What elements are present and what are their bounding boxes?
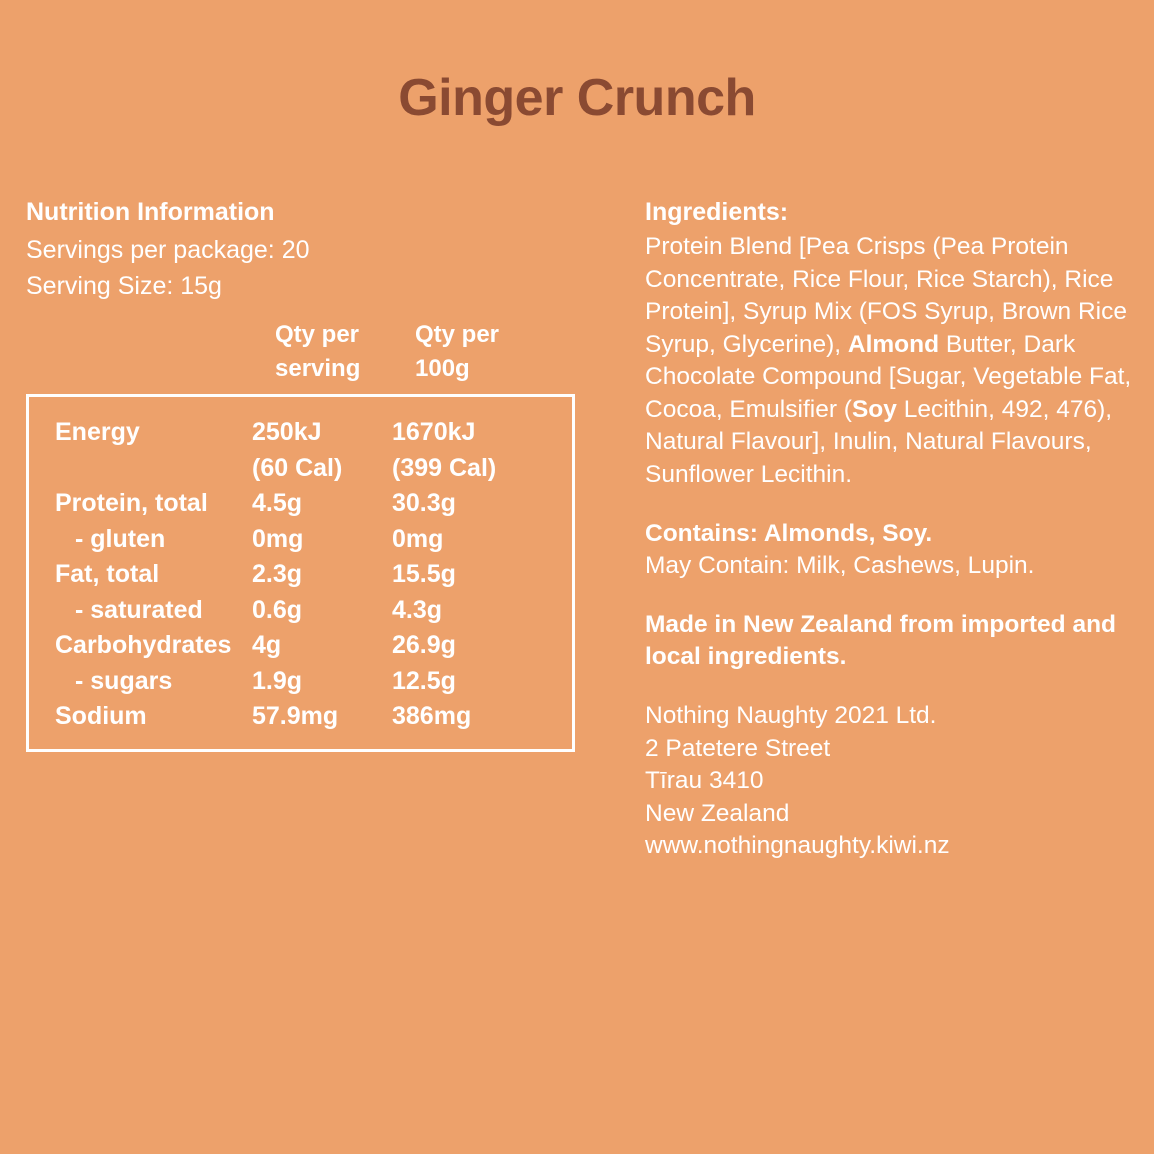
company-name: Nothing Naughty 2021 Ltd.: [645, 701, 937, 729]
nutrition-row-per-serving: 2.3g: [252, 560, 303, 588]
company-country: New Zealand: [645, 799, 790, 827]
nutrition-row-per-serving: 57.9mg: [252, 702, 339, 730]
nutrition-row-label: - saturated: [75, 595, 203, 624]
ingredients-part-1: Protein Blend [Pea Crisps (Pea Protein Concentrate, Rice Flour, Rice Starch), Rice Protein], Syrup Mix (FOS Syrup, Brown Rice Syrup, Glycerine),: [645, 233, 1127, 358]
nutrition-row-per-serving: 0.6g: [252, 595, 303, 624]
company-city: Tīrau 3410: [645, 767, 764, 795]
nutrition-column-headers: [26, 318, 586, 402]
serving-size: Serving Size: 15g: [26, 271, 222, 300]
nutrition-row: [29, 628, 572, 664]
nutrition-row: [29, 557, 572, 593]
ingredients-text: [645, 231, 1135, 492]
nutrition-row-per-serving: 1.9g: [252, 666, 303, 695]
nutrition-row-per-serving: 250kJ: [252, 418, 322, 446]
nutrition-row-label: Carbohydrates: [55, 631, 232, 659]
nutrition-row: [29, 664, 572, 700]
nutrition-row-label: Protein, total: [55, 489, 208, 517]
nutrition-heading: Nutrition Information: [26, 198, 275, 226]
nutrition-row: [29, 522, 572, 558]
nutrition-row: [29, 699, 572, 735]
nutrition-row-per-100g: 12.5g: [392, 666, 456, 695]
nutrition-row-per-serving: 4g: [252, 631, 282, 659]
spacer-2: [645, 583, 1135, 609]
allergen-almond: Almond: [847, 330, 940, 358]
nutrition-row-per-100g: 4.3g: [392, 595, 443, 624]
ingredients-section: [645, 198, 1135, 863]
nutrition-row-per-100g: 0mg: [392, 524, 444, 553]
column-header-per-100g: Qty per 100g: [415, 321, 500, 383]
nutrition-row-label: - sugars: [75, 666, 173, 695]
contains-allergens: Contains: Almonds, Soy.: [645, 519, 933, 547]
nutrition-row-per-100g: 386mg: [392, 702, 472, 730]
nutrition-row-label: Energy: [55, 418, 140, 446]
nutrition-row-per-100g: 30.3g: [392, 489, 456, 517]
nutrition-row-per-100g: 26.9g: [392, 631, 456, 659]
nutrition-row-per-serving: 0mg: [252, 524, 304, 553]
servings-per-package: Servings per package: 20: [26, 236, 310, 264]
column-header-per-serving: Qty per serving: [275, 321, 361, 383]
nutrition-row: [29, 593, 572, 629]
company-website[interactable]: www.nothingnaughty.kiwi.nz: [645, 832, 950, 860]
ingredients-part-3: Lecithin, 492, 476), Natural Flavour], Inulin, Natural Flavours, Sunflower Lecithin.: [645, 395, 1113, 489]
nutrition-row-per-serving: 4.5g: [252, 489, 303, 517]
nutrition-row-label: Sodium: [55, 702, 147, 730]
ingredients-heading: Ingredients:: [645, 198, 789, 226]
nutrition-row-label: - gluten: [75, 524, 166, 553]
nutrition-table: [26, 394, 575, 752]
spacer-1: [645, 492, 1135, 518]
nutrition-row: [29, 415, 572, 451]
nutrition-section: [26, 198, 586, 402]
nutrition-row-per-serving: (60 Cal): [252, 453, 343, 482]
nutrition-row: [29, 486, 572, 522]
product-title: Ginger Crunch: [398, 69, 756, 127]
nutrition-row-per-100g: 15.5g: [392, 560, 456, 588]
spacer-3: [645, 674, 1135, 700]
country-of-origin: Made in New Zealand from imported and local ingredients.: [645, 610, 1117, 671]
ingredients-part-2: Butter, Dark Chocolate Compound [Sugar, Vegetable Fat, Cocoa, Emulsifier (: [645, 330, 1132, 423]
allergen-soy: Soy: [851, 395, 897, 423]
nutrition-row-per-100g: (399 Cal): [392, 453, 497, 482]
nutrition-row-label: Fat, total: [55, 560, 160, 588]
may-contain-allergens: May Contain: Milk, Cashews, Lupin.: [645, 552, 1035, 580]
nutrition-row: [29, 451, 572, 487]
nutrition-row-per-100g: 1670kJ: [392, 418, 476, 446]
company-street: 2 Patetere Street: [645, 734, 831, 762]
